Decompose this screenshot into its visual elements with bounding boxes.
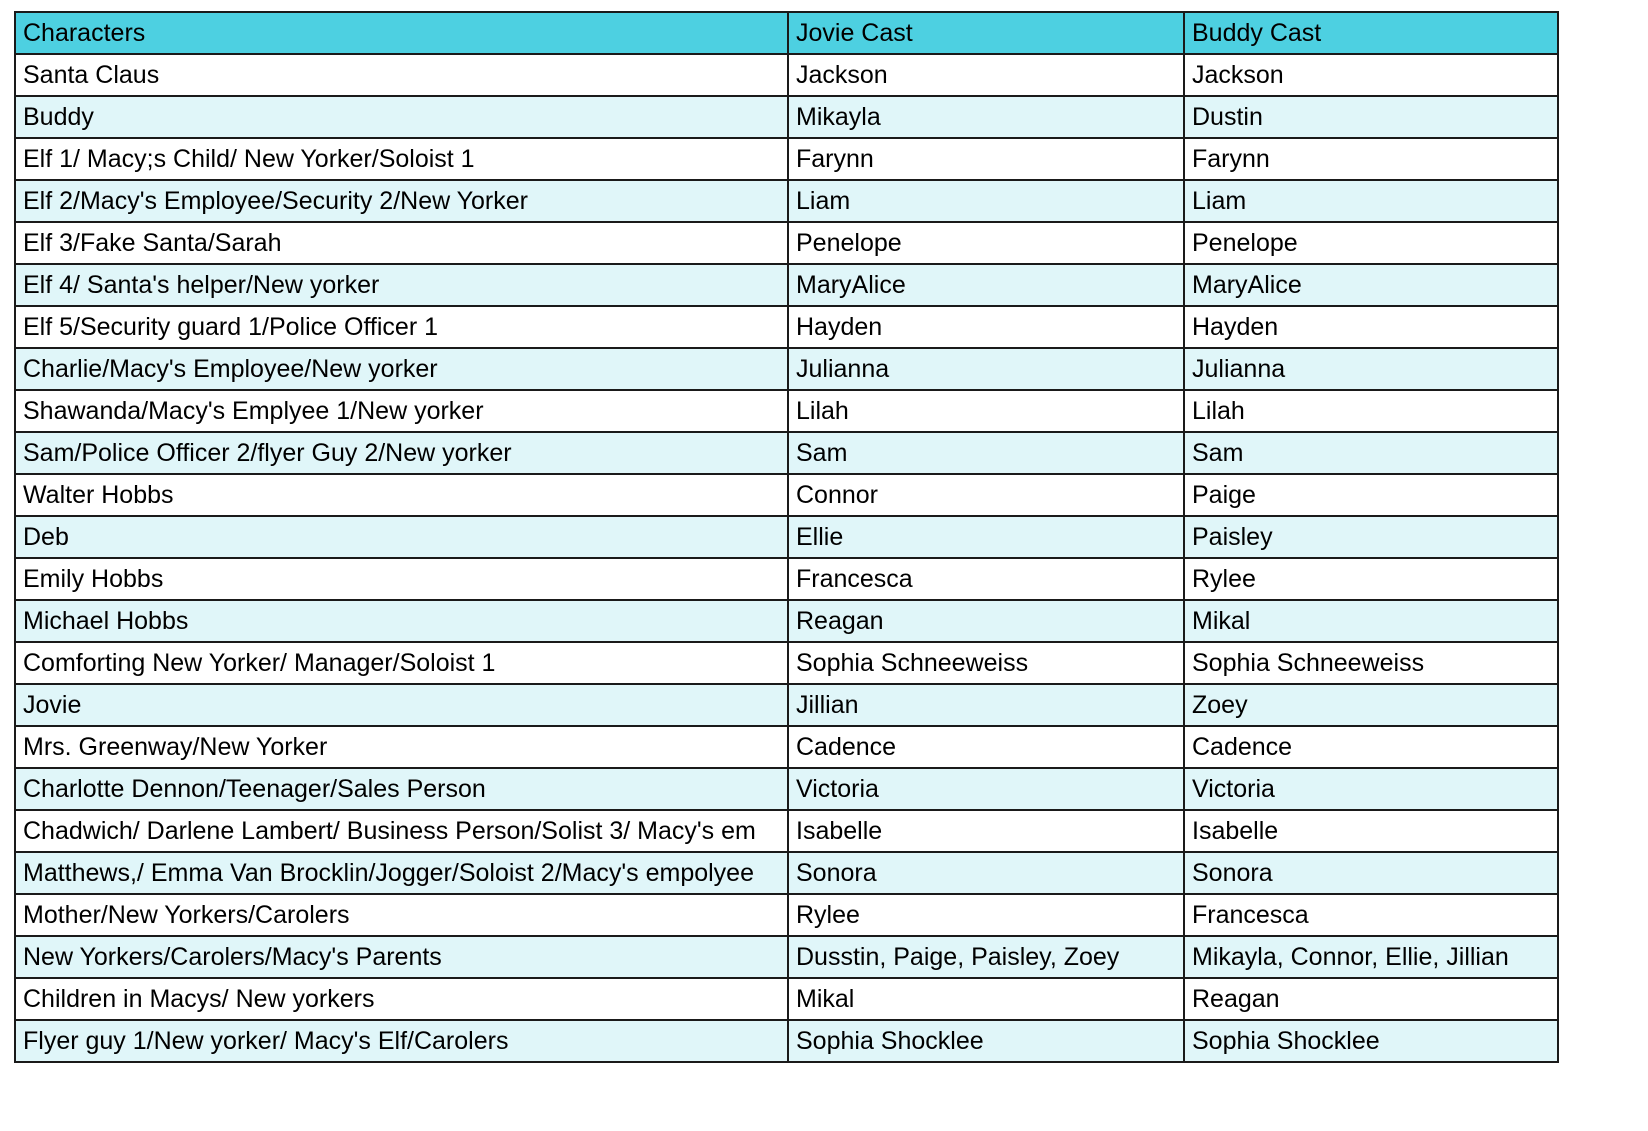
table-row: [15, 96, 1558, 138]
buddy-cast-cell: Sam: [1184, 432, 1558, 474]
table-row: [15, 1020, 1558, 1062]
table-row: [15, 558, 1558, 600]
character-cell: Shawanda/Macy's Emplyee 1/New yorker: [15, 390, 788, 432]
jovie-cast-cell: Ellie: [788, 516, 1184, 558]
buddy-cast-cell: Hayden: [1184, 306, 1558, 348]
buddy-cast-cell: Victoria: [1184, 768, 1558, 810]
character-cell: Elf 2/Macy's Employee/Security 2/New Yorker: [15, 180, 788, 222]
buddy-cast-cell: Lilah: [1184, 390, 1558, 432]
jovie-cast-cell: Hayden: [788, 306, 1184, 348]
character-cell: Mother/New Yorkers/Carolers: [15, 894, 788, 936]
table-row: [15, 348, 1558, 390]
table-row: [15, 306, 1558, 348]
buddy-cast-cell: Sophia Schneeweiss: [1184, 642, 1558, 684]
character-cell: Chadwich/ Darlene Lambert/ Business Person/Solist 3/ Macy's em: [15, 810, 788, 852]
jovie-cast-cell: Mikayla: [788, 96, 1184, 138]
table-row: [15, 810, 1558, 852]
table-row: [15, 768, 1558, 810]
jovie-cast-cell: Lilah: [788, 390, 1184, 432]
buddy-cast-cell: Sonora: [1184, 852, 1558, 894]
jovie-cast-cell: Cadence: [788, 726, 1184, 768]
table-row: [15, 684, 1558, 726]
buddy-cast-cell: Paige: [1184, 474, 1558, 516]
table-row: [15, 180, 1558, 222]
character-cell: Comforting New Yorker/ Manager/Soloist 1: [15, 642, 788, 684]
character-cell: Children in Macys/ New yorkers: [15, 978, 788, 1020]
jovie-cast-cell: Isabelle: [788, 810, 1184, 852]
character-cell: Emily Hobbs: [15, 558, 788, 600]
jovie-cast-cell: Francesca: [788, 558, 1184, 600]
jovie-cast-cell: Penelope: [788, 222, 1184, 264]
buddy-cast-cell: Dustin: [1184, 96, 1558, 138]
jovie-cast-cell: Farynn: [788, 138, 1184, 180]
buddy-cast-cell: MaryAlice: [1184, 264, 1558, 306]
character-cell: New Yorkers/Carolers/Macy's Parents: [15, 936, 788, 978]
table-row: [15, 936, 1558, 978]
character-cell: Charlotte Dennon/Teenager/Sales Person: [15, 768, 788, 810]
buddy-cast-cell: Farynn: [1184, 138, 1558, 180]
character-cell: Elf 1/ Macy;s Child/ New Yorker/Soloist 1: [15, 138, 788, 180]
character-cell: Charlie/Macy's Employee/New yorker: [15, 348, 788, 390]
table-row: [15, 222, 1558, 264]
buddy-cast-cell: Isabelle: [1184, 810, 1558, 852]
jovie-cast-cell: Rylee: [788, 894, 1184, 936]
character-cell: Elf 4/ Santa's helper/New yorker: [15, 264, 788, 306]
character-cell: Sam/Police Officer 2/flyer Guy 2/New yorker: [15, 432, 788, 474]
jovie-cast-cell: MaryAlice: [788, 264, 1184, 306]
table-row: [15, 642, 1558, 684]
jovie-cast-cell: Reagan: [788, 600, 1184, 642]
jovie-cast-cell: Dusstin, Paige, Paisley, Zoey: [788, 936, 1184, 978]
header-jovie-cast: Jovie Cast: [788, 12, 1184, 54]
buddy-cast-cell: Mikayla, Connor, Ellie, Jillian: [1184, 936, 1558, 978]
jovie-cast-cell: Julianna: [788, 348, 1184, 390]
jovie-cast-cell: Victoria: [788, 768, 1184, 810]
buddy-cast-cell: Sophia Shocklee: [1184, 1020, 1558, 1062]
table-row: [15, 264, 1558, 306]
character-cell: Flyer guy 1/New yorker/ Macy's Elf/Carolers: [15, 1020, 788, 1062]
table-row: [15, 516, 1558, 558]
buddy-cast-cell: Reagan: [1184, 978, 1558, 1020]
buddy-cast-cell: Liam: [1184, 180, 1558, 222]
buddy-cast-cell: Francesca: [1184, 894, 1558, 936]
buddy-cast-cell: Cadence: [1184, 726, 1558, 768]
cast-table: [14, 11, 1559, 1063]
character-cell: Mrs. Greenway/New Yorker: [15, 726, 788, 768]
table-row: [15, 432, 1558, 474]
buddy-cast-cell: Julianna: [1184, 348, 1558, 390]
buddy-cast-cell: Penelope: [1184, 222, 1558, 264]
buddy-cast-cell: Paisley: [1184, 516, 1558, 558]
character-cell: Matthews,/ Emma Van Brocklin/Jogger/Soloist 2/Macy's empolyee: [15, 852, 788, 894]
table-row: [15, 852, 1558, 894]
character-cell: Buddy: [15, 96, 788, 138]
jovie-cast-cell: Sophia Schneeweiss: [788, 642, 1184, 684]
jovie-cast-cell: Liam: [788, 180, 1184, 222]
jovie-cast-cell: Jillian: [788, 684, 1184, 726]
table-row: [15, 894, 1558, 936]
table-row: [15, 54, 1558, 96]
jovie-cast-cell: Connor: [788, 474, 1184, 516]
table-header-row: [15, 12, 1558, 54]
table-row: [15, 138, 1558, 180]
character-cell: Elf 5/Security guard 1/Police Officer 1: [15, 306, 788, 348]
jovie-cast-cell: Sam: [788, 432, 1184, 474]
jovie-cast-cell: Jackson: [788, 54, 1184, 96]
character-cell: Deb: [15, 516, 788, 558]
jovie-cast-cell: Sophia Shocklee: [788, 1020, 1184, 1062]
buddy-cast-cell: Zoey: [1184, 684, 1558, 726]
buddy-cast-cell: Rylee: [1184, 558, 1558, 600]
character-cell: Michael Hobbs: [15, 600, 788, 642]
table-row: [15, 978, 1558, 1020]
buddy-cast-cell: Mikal: [1184, 600, 1558, 642]
jovie-cast-cell: Sonora: [788, 852, 1184, 894]
jovie-cast-cell: Mikal: [788, 978, 1184, 1020]
header-characters: Characters: [15, 12, 788, 54]
character-cell: Jovie: [15, 684, 788, 726]
table-row: [15, 726, 1558, 768]
table-row: [15, 600, 1558, 642]
table-row: [15, 390, 1558, 432]
character-cell: Santa Claus: [15, 54, 788, 96]
buddy-cast-cell: Jackson: [1184, 54, 1558, 96]
table-row: [15, 474, 1558, 516]
header-buddy-cast: Buddy Cast: [1184, 12, 1558, 54]
character-cell: Elf 3/Fake Santa/Sarah: [15, 222, 788, 264]
character-cell: Walter Hobbs: [15, 474, 788, 516]
